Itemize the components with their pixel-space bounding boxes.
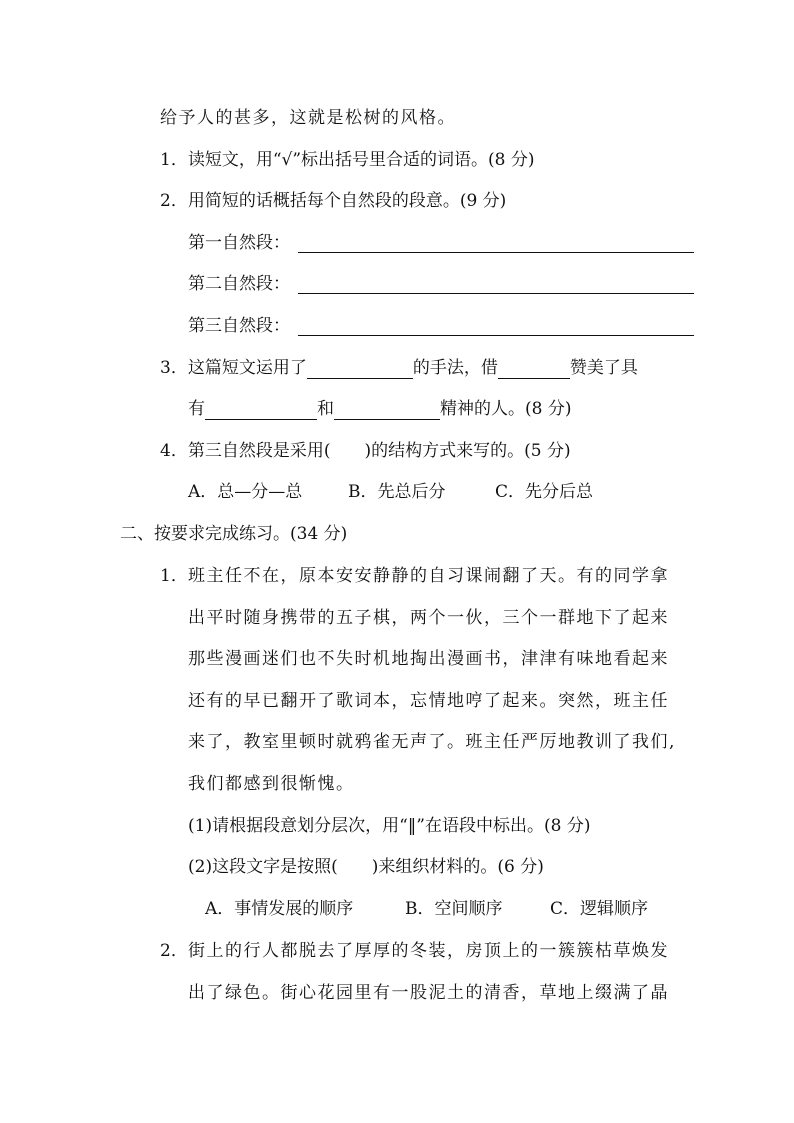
passage-line: 班主任不在，原本安安静静的自习课闹翻了天。有的同学拿 [188,566,669,586]
passage-line: 街上的行人都脱去了厚厚的冬装，房顶上的一簇簇枯草焕发 [188,941,669,961]
passage-tail: 给予人的甚多，这就是松树的风格。 [160,108,456,128]
section-heading: 二、按要求完成练习。(34 分) [120,524,348,544]
fill-blank-4[interactable] [334,401,440,420]
question-2 [160,190,506,212]
option-b[interactable]: B．空间顺序 [405,899,503,919]
sub-question-2: (2)这段文字是按照( )来组织材料的。(6 分) [188,857,544,877]
question-text: 有 [188,399,205,419]
question-number: 3． [160,358,188,378]
question-number: 2． [160,191,188,211]
question-number: 4． [160,441,188,461]
sub-question-1: (1)请根据段意划分层次，用“‖”在语段中标出。(8 分) [188,816,591,836]
question-3-cont [188,398,571,420]
paragraph-2-label: 第二自然段： [188,274,290,294]
option-c[interactable]: C．先分后总 [495,482,594,502]
fill-blank-1[interactable] [307,360,413,379]
answer-line-1[interactable] [298,252,694,253]
option-b[interactable]: B．先总后分 [348,482,446,502]
question-text: 用简短的话概括每个自然段的段意。(9 分) [187,191,507,211]
passage-line: 我们都感到很惭愧。 [188,774,355,794]
option-c[interactable]: C．逻辑顺序 [550,899,649,919]
option-a[interactable]: A．事情发展的顺序 [205,899,354,919]
answer-line-3[interactable] [298,335,694,336]
passage-line: 出了绿色。街心花园里有一股泥土的清香，草地上缀满了晶 [188,983,669,1003]
question-2-1-number: 1． [160,566,188,586]
question-text: 读短文，用“√”标出括号里合适的词语。(8 分) [187,150,535,170]
fill-blank-2[interactable] [498,360,570,379]
question-number: 1． [160,150,188,170]
question-3 [160,357,638,379]
question-text: 这篇短文运用了 [187,358,307,378]
question-4 [160,440,571,462]
question-text: 精神的人。(8 分) [440,399,572,419]
answer-line-2[interactable] [298,293,694,294]
paragraph-3-label: 第三自然段： [188,316,290,336]
question-text: 赞美了具 [569,358,638,378]
passage-line: 还有的早已翻开了歌词本，忘情地哼了起来。突然，班主任 [188,691,669,711]
option-a[interactable]: A．总—分—总 [188,482,303,502]
question-2-2-number: 2． [160,941,188,961]
fill-blank-3[interactable] [205,401,317,420]
question-text: 第三自然段是采用( )的结构方式来写的。(5 分) [187,441,571,461]
question-text: 的手法，借 [412,358,498,378]
question-1 [160,149,535,171]
passage-line: 出平时随身携带的五子棋，两个一伙，三个一群地下了起来 [188,608,669,628]
passage-line: 来了，教室里顿时就鸦雀无声了。班主任严厉地教训了我们, [188,732,676,752]
question-text: 和 [317,399,334,419]
passage-line: 那些漫画迷们也不失时机地掏出漫画书，津津有味地看起来 [188,649,669,669]
paragraph-1-label: 第一自然段： [188,233,290,253]
